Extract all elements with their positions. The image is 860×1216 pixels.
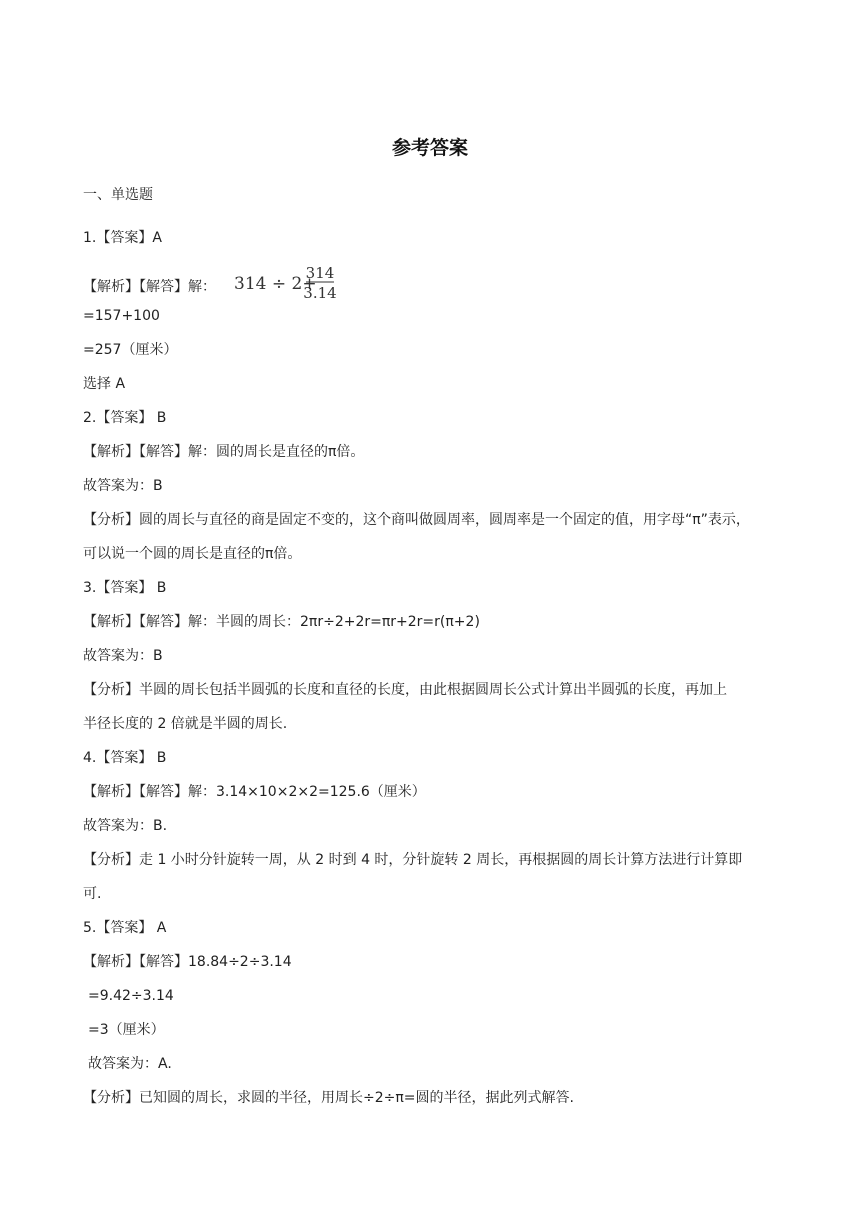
q2-fenxi-line-1: 【分析】圆的周长与直径的商是固定不变的，这个商叫做圆周率，圆周率是一个固定的值，用字母“π”表示， xyxy=(83,512,750,528)
q3-answer: 3.【答案】 B xyxy=(83,580,167,596)
q3-fenxi-line-1: 【分析】半圆的周长包括半圆弧的长度和直径的长度，由此根据圆周长公式计算出半圆弧的长度，再加上 xyxy=(83,682,727,698)
q3-fenxi-line-2: 半径长度的 2 倍就是半圆的周长. xyxy=(83,716,288,732)
q1-step-2: =257（厘米） xyxy=(83,342,178,358)
q1-formula xyxy=(234,263,344,303)
q5-fenxi: 【分析】已知圆的周长，求圆的半径，用周长÷2÷π=圆的半径，据此列式解答. xyxy=(83,1090,574,1106)
q3-result: 故答案为：B xyxy=(83,648,163,664)
q1-formula-denominator: 3.14 xyxy=(303,284,338,302)
section-heading: 一、单选题 xyxy=(83,187,153,203)
q3-analysis: 【解析】【解答】解：半圆的周长：2πr÷2+2r=πr+2r=r(π+2) xyxy=(83,614,480,630)
q4-answer: 4.【答案】 B xyxy=(83,750,167,766)
q2-analysis: 【解析】【解答】解：圆的周长是直径的π倍。 xyxy=(83,444,365,460)
q5-step-2: =3（厘米） xyxy=(88,1022,165,1038)
q1-analysis xyxy=(83,264,800,307)
q2-fenxi-line-2: 可以说一个圆的周长是直径的π倍。 xyxy=(83,546,302,562)
q4-analysis: 【解析】【解答】解：3.14×10×2×2=125.6（厘米） xyxy=(83,784,426,800)
q1-analysis-prefix: 【解析】【解答】解： xyxy=(83,279,216,295)
q1-formula-numerator: 314 xyxy=(306,264,335,282)
q4-fenxi-line-2: 可. xyxy=(83,886,102,902)
q5-result: 故答案为：A. xyxy=(88,1056,172,1072)
q4-result: 故答案为：B. xyxy=(83,818,168,834)
q5-step-1: =9.42÷3.14 xyxy=(88,988,174,1004)
page-title: 参考答案 xyxy=(391,137,468,159)
q4-fenxi-line-1: 【分析】走 1 小时分针旋转一周，从 2 时到 4 时，分针旋转 2 周长，再根据圆的周长计算方法进行计算即 xyxy=(83,852,743,868)
q2-answer: 2.【答案】 B xyxy=(83,410,167,426)
q1-step-1: =157+100 xyxy=(83,308,160,324)
q5-analysis: 【解析】【解答】18.84÷2÷3.14 xyxy=(83,954,292,970)
q1-formula-main: 314 ÷ 2+ xyxy=(234,274,318,294)
q1-answer: 1.【答案】A xyxy=(83,230,162,246)
q2-result: 故答案为：B xyxy=(83,478,163,494)
q1-conclusion: 选择 A xyxy=(83,376,126,392)
q5-answer: 5.【答案】 A xyxy=(83,920,167,936)
